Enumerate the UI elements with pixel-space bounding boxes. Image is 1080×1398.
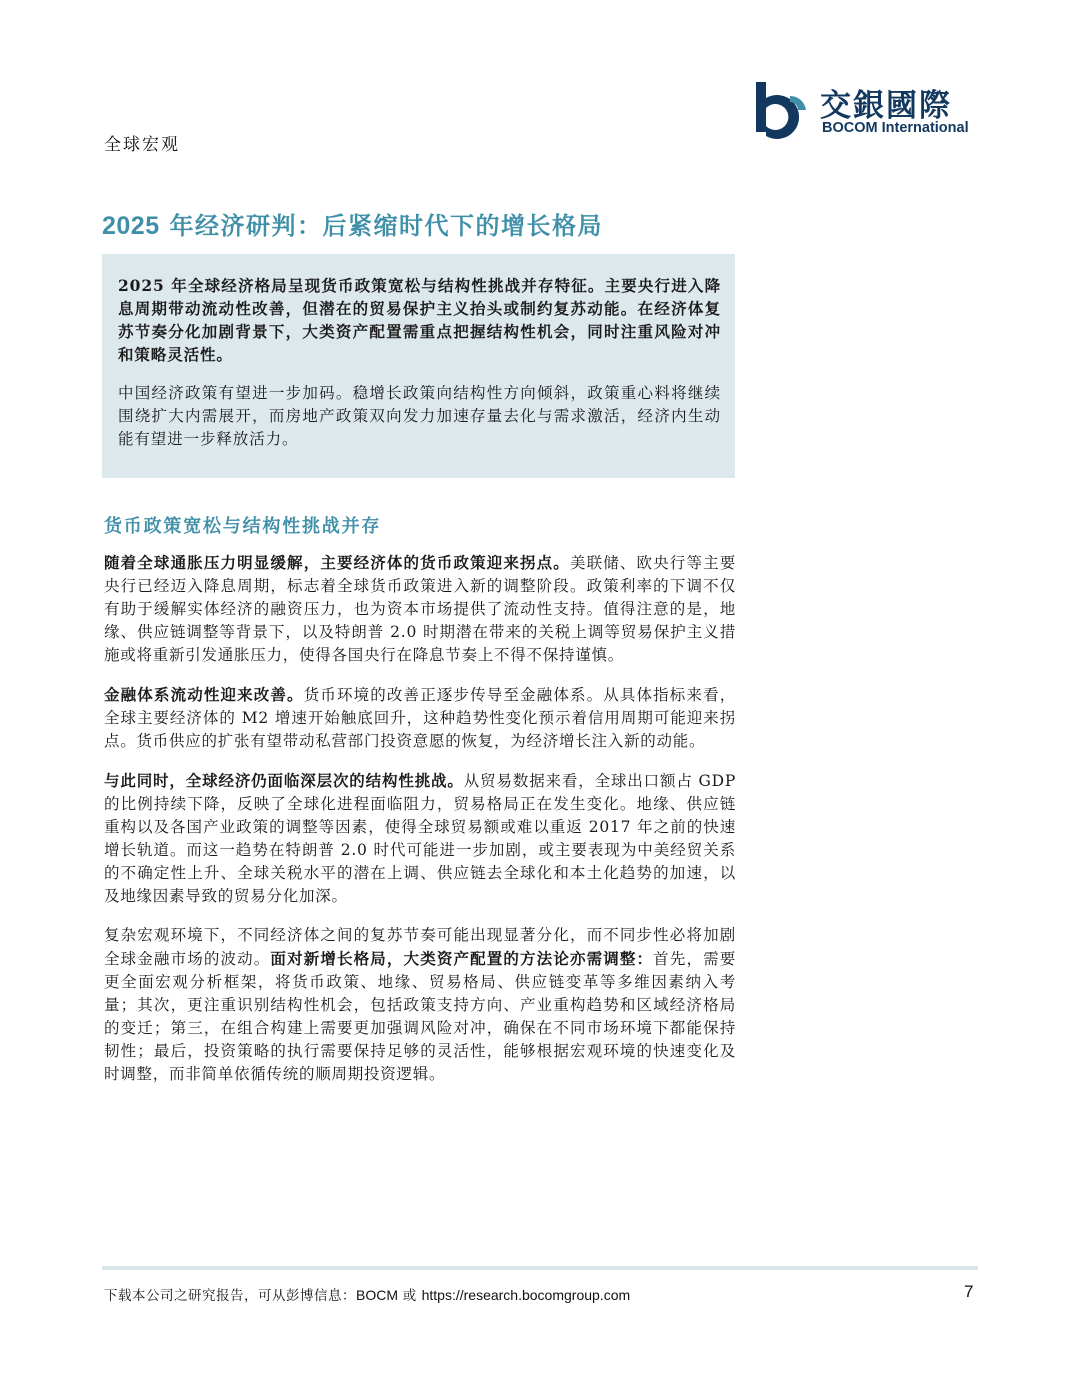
footer-text: 下载本公司之研究报告，可从彭博信息： bbox=[104, 1288, 356, 1304]
paragraph-4-text: 首先，需要更全面宏观分析框架，将货币政策、地缘、贸易格局、供应链变革等多维因素纳入考量；其次，更注重识别结构性机会，包括政策支持方向、产业重构趋势和区域经济格局的变迁；第三，在组合构建上需要更加强调风险对冲，确保在不同市场环境下都能保持韧性；最后，投资策略的执行需要保持足够的灵活性，能够根据宏观环境的快速变化及时调整，而非简单依循传统的顺周期投资逻辑。 bbox=[104, 950, 736, 1083]
summary-paragraph-2: 中国经济政策有望进一步加码。稳增长政策向结构性方向倾斜，政策重心料将继续围绕扩大内需展开，而房地产政策双向发力加速存量去化与需求激活，经济内生动能有望进一步释放活力。 bbox=[118, 384, 721, 448]
paragraph-1-lead: 随着全球通胀压力明显缓解，主要经济体的货币政策迎来拐点。 bbox=[104, 553, 570, 572]
footer-bloomberg-code: BOCM bbox=[356, 1287, 398, 1303]
logo-english-name: BOCOM International bbox=[822, 120, 969, 136]
title-text: 年经济研判：后紧缩时代下的增长格局 bbox=[159, 211, 603, 240]
body-paragraph-4 bbox=[104, 924, 736, 1086]
paragraph-4-lead: 面对新增长格局，大类资产配置的方法论亦需调整： bbox=[270, 949, 654, 968]
section-label: 全球宏观 bbox=[104, 135, 180, 155]
footer-note bbox=[104, 1284, 630, 1304]
title-year: 2025 bbox=[102, 212, 160, 240]
page-number: 7 bbox=[964, 1282, 974, 1301]
footer-divider bbox=[102, 1266, 978, 1270]
page-title bbox=[102, 206, 603, 241]
bocom-logo-mark-icon bbox=[752, 78, 812, 140]
paragraph-3-lead: 与此同时，全球经济仍面临深层次的结构性挑战。 bbox=[104, 771, 464, 790]
paragraph-2-text: 货币环境的改善正逐步传导至金融体系。从具体指标来看，全球主要经济体的 M2 增速开始触底回升，这种趋势性变化预示着信用周期可能迎来拐点。货币供应的扩张有望带动私营部门投资意愿的恢复，为经济增长注入新的动能。 bbox=[104, 686, 736, 750]
paragraph-1-text: 美联储、欧央行等主要央行已经迈入降息周期，标志着全球货币政策进入新的调整阶段。政策利率的下调不仅有助于缓解实体经济的融资压力，也为资本市场提供了流动性支持。值得注意的是，地缘、供应链调整等背景下，以及特朗普 2.0 时期潜在带来的关税上调等贸易保护主义措施或将重新引发通胀压力，使得各国央行在降息节奏上不得不保持谨慎。 bbox=[104, 554, 736, 664]
body-paragraph-3 bbox=[104, 769, 736, 908]
footer-or: 或 bbox=[398, 1288, 422, 1304]
logo-chinese-name: 交銀國際 bbox=[820, 88, 952, 124]
summary-paragraph-1: 2025 年全球经济格局呈现货币政策宽松与结构性挑战并存特征。主要央行进入降息周期带动流动性改善，但潜在的贸易保护主义抬头或制约复苏动能。在经济体复苏节奏分化加剧背景下，大类资产配置需重点把握结构性机会，同时注重风险对冲和策略灵活性。 bbox=[118, 276, 721, 364]
paragraph-3-text: 从贸易数据来看，全球出口额占 GDP 的比例持续下降，反映了全球化进程面临阻力，贸易格局正在发生变化。地缘、供应链重构以及各国产业政策的调整等因素，使得全球贸易额或难以重返 2017 年之前的快速增长轨道。而这一趋势在特朗普 2.0 时代可能进一步加剧，或主要表现为中美经贸关系的不确定性上升、全球关税水平的潜在上调、供应链去全球化和本土化趋势的加速，以及地缘因素导致的贸易分化加深。 bbox=[104, 772, 736, 905]
body-text bbox=[104, 551, 736, 1102]
summary-box bbox=[102, 254, 735, 478]
body-paragraph-1 bbox=[104, 551, 736, 667]
paragraph-4-intro: 复杂宏观环境下，不同经济体之间的复苏节奏可能出现显著分化，而不同步性必将加剧全球金融市场的波动。 bbox=[104, 926, 736, 968]
body-paragraph-2 bbox=[104, 683, 736, 753]
bocom-logo[interactable] bbox=[752, 78, 982, 142]
footer-url-link[interactable]: https://research.bocomgroup.com bbox=[421, 1287, 631, 1303]
section-heading: 货币政策宽松与结构性挑战并存 bbox=[104, 516, 382, 537]
paragraph-2-lead: 金融体系流动性迎来改善。 bbox=[104, 685, 304, 704]
